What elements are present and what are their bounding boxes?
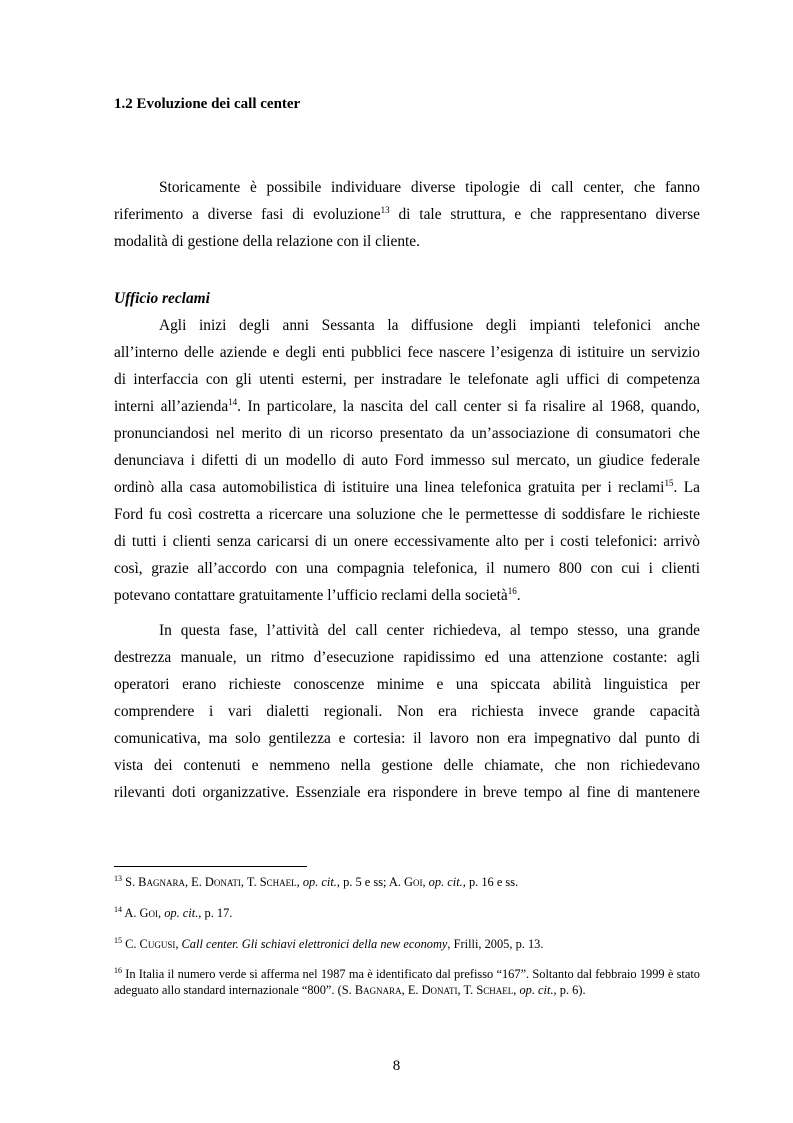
footnote-ref-14[interactable]: 14 (228, 397, 238, 407)
footnote-15: $^{15}$ C. Cugusi, Call center. Gli schiavi elettronici della new economy, Frilli, 2005, p. 13. (114, 936, 544, 951)
text-line: comunicativa, ma solo gentilezza e cortesia: il lavoro non era impegnativo dal punto di (114, 730, 700, 747)
text-line: In questa fase, l’attività del call center richiedeva, al tempo stesso, una grande (159, 622, 700, 639)
section-heading: 1.2 Evoluzione dei call center (114, 96, 301, 112)
text-line: Ford fu così costretta a ricercare una soluzione che le permettesse di soddisfare le richieste (114, 506, 700, 523)
paragraph-ufficio-reclami (114, 312, 700, 609)
footnote-14: $^{14}$ A. Goi, op. cit., p. 17. (114, 905, 233, 920)
text-line: operatori erano richieste conoscenze minime e una spiccata abilità linguistica per (114, 676, 700, 693)
footnote-16: $^{16}$ In Italia il numero verde si afferma nel 1987 ma è identificato dal prefisso “167”. Soltanto dal febbraio 1999 è stato adeguato allo standard internazionale “800”. (S. Bagnara, E. Donati, T. Schael, op. cit., p. 6). (114, 966, 700, 997)
text-line: potevano contattare gratuitamente l’ufficio reclami della società$^{16}$. (114, 586, 521, 604)
footnote-separator (114, 866, 307, 867)
footnote-ref-13[interactable]: 13 (380, 205, 390, 215)
footnote-ref-16[interactable]: 16 (507, 586, 517, 596)
text-line: denunciava i difetti di un modello di auto Ford immesso sul mercato, un giudice federale (114, 452, 700, 469)
text-line: vista dei contenuti e nemmeno nella gestione delle chiamate, che non richiedevano (114, 757, 700, 774)
text-line: Storicamente è possibile individuare diverse tipologie di call center, che fanno (159, 179, 700, 196)
text-line: di tutti i clienti senza caricarsi di un onere eccessivamente alto per i costi telefonici: arrivò (114, 533, 700, 550)
page-number: 8 (392, 1058, 401, 1074)
intro-paragraph (114, 174, 700, 255)
text-line: modalità di gestione della relazione con il cliente. (114, 233, 420, 250)
footnote-ref-15[interactable]: 15 (664, 478, 674, 488)
text-line: ordinò alla casa automobilistica di istituire una linea telefonica gratuita per i reclami$^{15}$. La (114, 478, 700, 496)
text-line: rilevanti doti organizzative. Essenziale era rispondere in breve tempo al fine di mantenere (114, 784, 700, 801)
text-line: di interfaccia con gli utenti esterni, per instradare le telefonate agli uffici di competenza (114, 371, 700, 388)
paragraph-questa-fase (114, 617, 700, 806)
text-line: interni all’azienda$^{14}$. In particolare, la nascita del call center si fa risalire al 1968, quando, (114, 397, 700, 415)
subsection-title: Ufficio reclami (114, 290, 210, 307)
text-line: comprendere i vari dialetti regionali. Non era richiesta invece grande capacità (114, 703, 700, 720)
text-line: all’interno delle aziende e degli enti pubblici fece nascere l’esigenza di istituire un servizio (114, 344, 700, 361)
text-line: pronunciandosi nel merito di un ricorso presentato da un’associazione di consumatori che (114, 425, 700, 442)
text-line: Agli inizi degli anni Sessanta la diffusione degli impianti telefonici anche (159, 317, 700, 334)
text-line: così, grazie all’accordo con una compagnia telefonica, il numero 800 con cui i clienti (114, 560, 700, 577)
footnote-13: $^{13}$ S. Bagnara, E. Donati, T. Schael, op. cit., p. 5 e ss; A. Goi, op. cit., p. 16 e ss. (114, 874, 519, 889)
text-line: riferimento a diverse fasi di evoluzione$^{13}$ di tale struttura, e che rappresentano diverse (114, 205, 700, 223)
text-line: destrezza manuale, un ritmo d’esecuzione rapidissimo ed una attenzione costante: agli (114, 649, 700, 666)
